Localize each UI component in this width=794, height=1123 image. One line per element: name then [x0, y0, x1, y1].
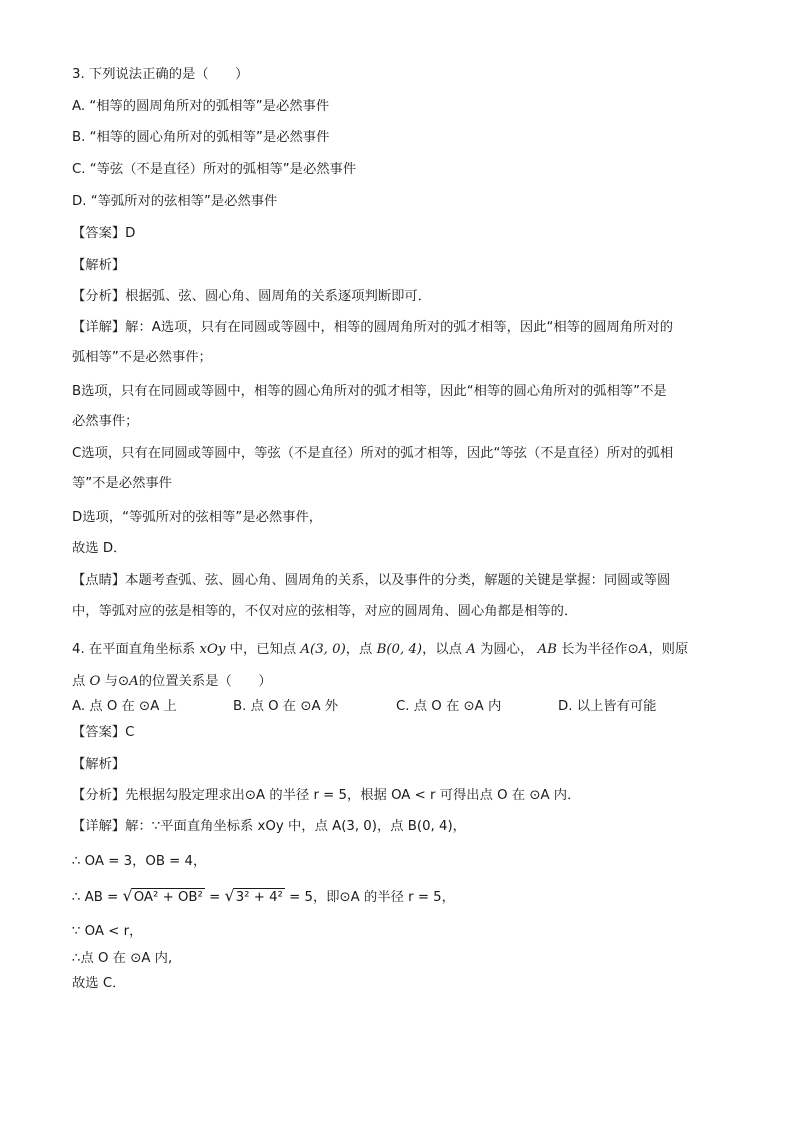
q4-stem-text: 点 [72, 674, 86, 689]
q3-fenxi: 【分析】根据弧、弦、圆心角、圆周角的关系逐项判断即可． [72, 289, 432, 304]
q3-stem: 3. 下列说法正确的是（ ） [72, 67, 249, 82]
q4-stem-text: 中，已知点 [229, 642, 297, 657]
q4-stem-text: 为圆心， [480, 642, 534, 657]
q3-detail-line: B选项，只有在同圆或等圆中，相等的圆心角所对的弧才相等，因此“相等的圆心角所对的弧相等”不是 [72, 384, 667, 399]
q3-option-b: B. “相等的圆心角所对的弧相等”是必然事件 [72, 130, 330, 145]
q3-detail-line: 故选 D． [72, 541, 127, 556]
q3-option-d: D. “等弧所对的弦相等”是必然事件 [72, 194, 278, 209]
q3-answer: 【答案】D [72, 226, 136, 241]
q4-stem-line2 [72, 672, 724, 692]
radical-sign: √ [122, 886, 133, 905]
q3-option-c: C. “等弦（不是直径）所对的弧相等”是必然事件 [72, 162, 357, 177]
q4-ab-label: AB [537, 642, 557, 657]
q4-stem-text: 长为半径作⊙ [561, 642, 639, 657]
q3-comment-line: 【点睛】本题考查弧、弦、圆心角、圆周角的关系，以及事件的分类，解题的关键是掌握：同圆或等圆 [72, 573, 671, 588]
q4-line1: ∴ OA = 3，OB = 4， [72, 854, 207, 869]
q4-stem-text: ，点 [345, 642, 373, 657]
q3-option-a: A. “相等的圆周角所对的弧相等”是必然事件 [72, 99, 330, 114]
q4-point-b: B(0, 4) [376, 642, 423, 657]
q4-point-a: A(3, 0) [300, 642, 346, 657]
q4-detail-head: 【详解】解：∵平面直角坐标系 xOy 中，点 A(3, 0)，点 B(0, 4)， [72, 819, 466, 834]
q4-line3: ∵ OA < r， [72, 924, 143, 939]
q4-stem-text: 的位置关系是（ ） [138, 674, 272, 689]
q4-stem-text: 4. 在平面直角坐标系 [72, 642, 196, 657]
q3-detail-line: 等”不是必然事件 [72, 476, 172, 491]
q4-analysis-tag: 【解析】 [72, 757, 126, 772]
q4-line2 [72, 886, 724, 908]
q4-o-label: O [89, 674, 101, 689]
q4-option-b: B. 点 O 在 ⊙A 外 [233, 699, 339, 714]
q3-detail-line: D选项，“等弧所对的弦相等”是必然事件， [72, 510, 323, 525]
q4-line2-text: = 5，即⊙A 的半径 r = 5， [284, 890, 455, 905]
q3-detail-line: C选项，只有在同圆或等圆中，等弦（不是直径）所对的弧才相等，因此“等弦（不是直径）所对的弧相 [72, 446, 674, 461]
q4-fenxi: 【分析】先根据勾股定理求出⊙A 的半径 r = 5，根据 OA < r 可得出点 O 在 ⊙A 内． [72, 788, 581, 803]
q4-stem-text: ，以点 [422, 642, 463, 657]
q3-detail-line: 【详解】解：A选项，只有在同圆或等圆中，相等的圆周角所对的弧才相等，因此“相等的圆周角所对的 [72, 320, 674, 335]
q4-line2-text: = [204, 890, 225, 905]
q4-a-label: A [638, 642, 649, 657]
q4-line5: 故选 C． [72, 976, 126, 991]
q3-detail-line: 弧相等”不是必然事件； [72, 350, 212, 365]
q3-comment-line: 中，等弧对应的弦是相等的，不仅对应的弦相等，对应的圆周角、圆心角都是相等的． [72, 604, 578, 619]
q4-stem-text: 与⊙ [104, 674, 130, 689]
q4-stem-text: ，则原 [648, 642, 689, 657]
q4-radicand-1: OA² + OB² [133, 890, 203, 905]
q4-stem-line1 [72, 640, 724, 660]
q3-analysis-tag: 【解析】 [72, 258, 126, 273]
q4-xoy: xOy [199, 642, 226, 657]
q4-a-label: A [466, 642, 476, 657]
q4-option-c: C. 点 O 在 ⊙A 内 [396, 699, 502, 714]
q4-radicand-2: 3² + 4² [235, 890, 283, 905]
q3-detail-line: 必然事件； [72, 414, 139, 429]
q4-option-d: D. 以上皆有可能 [558, 699, 657, 714]
q4-answer: 【答案】C [72, 725, 135, 740]
q4-line2-text: ∴ AB = [72, 890, 123, 905]
q4-a-label: A [129, 674, 139, 689]
q4-option-a: A. 点 O 在 ⊙A 上 [72, 699, 177, 714]
radical-sign: √ [224, 886, 235, 905]
q4-line4: ∴点 O 在 ⊙A 内, [72, 951, 173, 966]
